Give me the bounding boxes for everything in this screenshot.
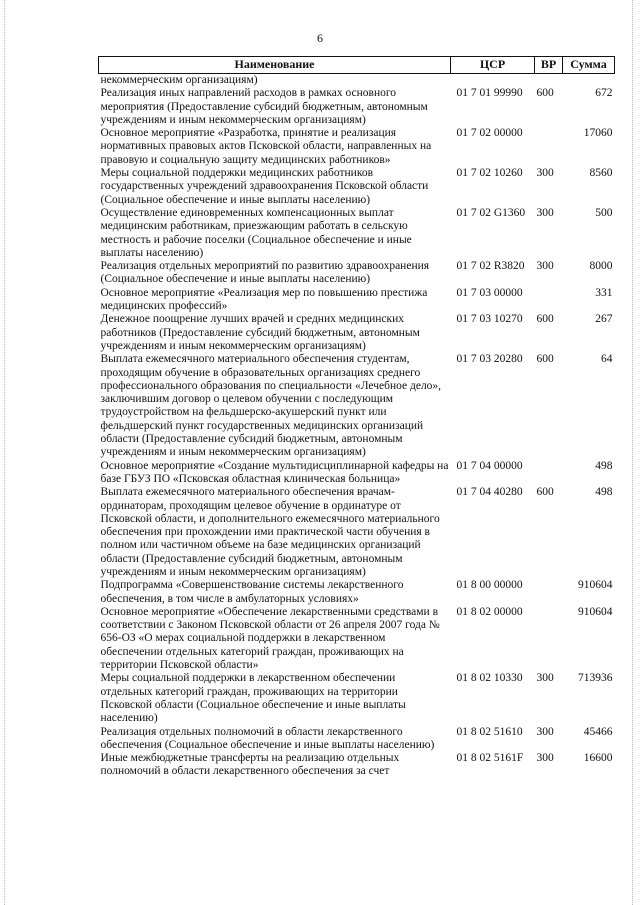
row-vr: 300 bbox=[536, 260, 554, 273]
row-vr bbox=[535, 579, 563, 606]
row-sum: 910604 bbox=[578, 579, 613, 592]
row-sum bbox=[563, 74, 615, 88]
row-sum: 64 bbox=[601, 353, 613, 366]
row-name: Основное мероприятие «Обеспечение лекарственными средствами в соответствии с Законом Псковской области от 26 апреля 2007 года № 656-ОЗ «О мерах социальной поддержки в лекарственном обеспечении отдельных категорий граждан, проживающих на территории Псковской области» bbox=[100, 605, 440, 672]
row-name: Реализация иных направлений расходов в рамках основного мероприятия (Предоставление субсидий бюджетным, автономным учреждениям и иным некоммерческим организациям) bbox=[100, 87, 428, 126]
row-vr: 600 bbox=[536, 486, 554, 499]
table-row bbox=[99, 486, 615, 579]
header-vr: ВР bbox=[535, 57, 563, 74]
table-row bbox=[99, 127, 615, 167]
row-vr: 300 bbox=[536, 725, 554, 738]
table-row bbox=[99, 207, 615, 260]
table-row bbox=[99, 353, 615, 459]
row-csr: 01 8 02 10330 bbox=[456, 672, 523, 685]
row-name: Иные межбюджетные трансферты на реализацию отдельных полномочий в области лекарственного обеспечения за счет bbox=[100, 752, 400, 778]
row-sum: 17060 bbox=[583, 127, 613, 140]
header-csr: ЦСР bbox=[451, 57, 535, 74]
row-sum: 498 bbox=[595, 459, 613, 472]
row-name: Меры социальной поддержки в лекарственном обеспечении отдельных категорий граждан, проживающих на территории Псковской области (Социальное обеспечение и иные выплаты населению) bbox=[100, 672, 406, 725]
row-csr: 01 7 02 R3820 bbox=[456, 260, 525, 273]
table-row bbox=[99, 579, 615, 606]
scan-edge-left bbox=[4, 0, 6, 905]
row-vr: 300 bbox=[536, 206, 554, 219]
row-sum: 267 bbox=[595, 313, 613, 326]
table-row bbox=[99, 74, 615, 88]
row-sum: 331 bbox=[595, 286, 613, 299]
row-csr: 01 7 04 00000 bbox=[456, 459, 523, 472]
table-row bbox=[99, 313, 615, 353]
row-csr bbox=[451, 74, 535, 88]
row-name: Выплата ежемесячного материального обеспечения студентам, проходящим обучение в образовательных организациях среднего профессионального образования по специальности «Лечебное дело», заключившим договор о целевом обучении с последующим трудоустройством на фельдшерско-акушерский пункт или фельдшерский пункт государственных медицинских организаций области (Предоставление субсидий бюджетным, автономным учреждениям и иным некоммерческим организациям) bbox=[100, 353, 442, 459]
row-csr: 01 8 02 51610 bbox=[456, 725, 523, 738]
row-csr: 01 7 03 10270 bbox=[456, 313, 523, 326]
table-row bbox=[99, 672, 615, 725]
row-sum: 910604 bbox=[578, 605, 613, 618]
table-row bbox=[99, 726, 615, 753]
table-row bbox=[99, 87, 615, 127]
row-csr: 01 7 03 00000 bbox=[456, 286, 523, 299]
row-csr: 01 7 03 20280 bbox=[456, 353, 523, 366]
row-name: Выплата ежемесячного материального обеспечения врачам-ординаторам, проходящим целевое обучение в ординатуре от Псковской области, и дополнительного ежемесячного материального обеспечения при прохождении ими практической части обучения в полном или частичном объеме на базе медицинских организаций области (Предоставление субсидий бюджетным, автономным учреждениям и иным некоммерческим организациям) bbox=[100, 486, 440, 578]
table-row bbox=[99, 167, 615, 207]
table-row bbox=[99, 460, 615, 487]
row-name: Основное мероприятие «Реализация мер по повышению престижа медицинских профессий» bbox=[100, 286, 428, 313]
row-csr: 01 7 01 99990 bbox=[456, 87, 523, 100]
row-csr: 01 8 02 00000 bbox=[456, 605, 523, 618]
budget-table bbox=[98, 56, 615, 779]
table-row bbox=[99, 287, 615, 314]
row-vr bbox=[535, 287, 563, 314]
row-vr: 600 bbox=[536, 87, 554, 100]
row-vr: 300 bbox=[536, 752, 554, 765]
row-sum: 8560 bbox=[589, 167, 613, 180]
row-name: Основное мероприятие «Разработка, принятие и реализация нормативных правовых актов Псковской области, направленных на правовую и социальную защиту медицинских работников» bbox=[100, 127, 432, 166]
row-name: Денежное поощрение лучших врачей и средних медицинских работников (Предоставление субсидий бюджетным, автономным учреждениям и иным некоммерческим организациям) bbox=[100, 313, 420, 352]
header-sum: Сумма bbox=[563, 57, 615, 74]
row-sum: 500 bbox=[595, 206, 613, 219]
table-row bbox=[99, 260, 615, 287]
row-csr: 01 8 00 00000 bbox=[456, 579, 523, 592]
row-sum: 713936 bbox=[578, 672, 613, 685]
row-name: Осуществление единовременных компенсационных выплат медицинским работникам, приезжающим работать в сельскую местность и рабочие поселки (Социальное обеспечение и иные выплаты населению) bbox=[100, 206, 412, 259]
row-sum: 16600 bbox=[583, 752, 613, 765]
row-csr: 01 7 04 40280 bbox=[456, 486, 523, 499]
row-name: Основное мероприятие «Создание мультидисциплинарной кафедры на базе ГБУЗ ПО «Псковская областная клиническая больница» bbox=[100, 459, 449, 485]
page-number: 6 bbox=[317, 31, 323, 45]
row-vr: 600 bbox=[536, 313, 554, 326]
row-sum: 8000 bbox=[589, 260, 613, 273]
row-name: Подпрограмма «Совершенствование системы лекарственного обеспечения, в том числе в амбулаторных условиях» bbox=[100, 579, 404, 605]
row-csr: 01 8 02 5161F bbox=[456, 752, 524, 765]
row-csr: 01 7 02 00000 bbox=[456, 127, 523, 140]
row-vr bbox=[535, 74, 563, 88]
table-row bbox=[99, 752, 615, 779]
row-vr bbox=[535, 606, 563, 672]
row-name: Реализация отдельных мероприятий по развитию здравоохранения (Социальное обеспечение и иные выплаты населению) bbox=[100, 260, 430, 286]
table-row bbox=[99, 606, 615, 672]
scan-edge-right bbox=[632, 0, 634, 905]
row-vr bbox=[535, 127, 563, 167]
header-name: Наименование bbox=[99, 57, 451, 74]
row-sum: 672 bbox=[595, 87, 613, 100]
row-vr: 600 bbox=[536, 353, 554, 366]
row-vr: 300 bbox=[536, 672, 554, 685]
row-name: некоммерческим организациям) bbox=[100, 74, 258, 86]
table-header-row bbox=[99, 57, 615, 74]
row-csr: 01 7 02 G1360 bbox=[456, 206, 526, 219]
row-vr: 300 bbox=[536, 167, 554, 180]
row-name: Меры социальной поддержки медицинских работников государственных учреждений здравоохранения Псковской области (Социальное обеспечение и иные выплаты населению) bbox=[100, 167, 429, 206]
row-name: Реализация отдельных полномочий в области лекарственного обеспечения (Социальное обеспечение и иные выплаты населению) bbox=[100, 725, 435, 751]
row-sum: 498 bbox=[595, 486, 613, 499]
row-csr: 01 7 02 10260 bbox=[456, 167, 523, 180]
row-sum: 45466 bbox=[583, 725, 613, 738]
row-vr bbox=[535, 460, 563, 487]
